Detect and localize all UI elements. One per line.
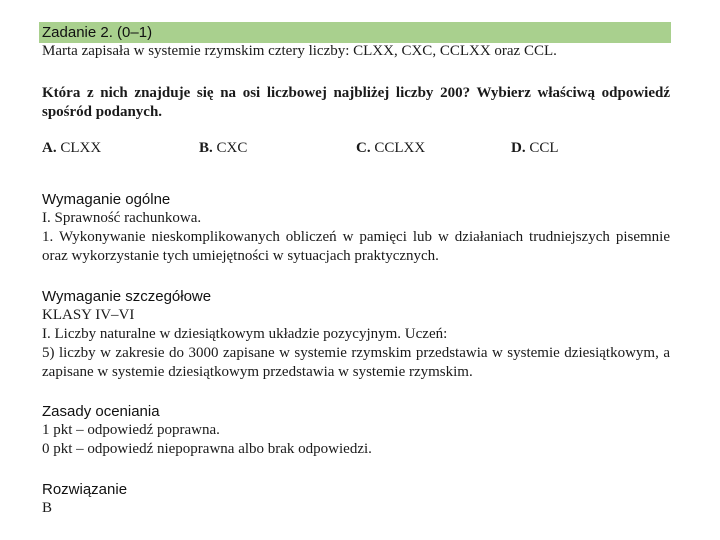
answer-letter: D.	[511, 140, 526, 156]
scoring-line-2: 0 pkt – odpowiedź niepoprawna albo brak odpowiedzi.	[42, 441, 372, 457]
general-requirement-line-1: I. Sprawność rachunkowa.	[42, 210, 202, 226]
answer-text: CLXX	[60, 140, 102, 156]
answer-text: CXC	[216, 140, 248, 156]
answer-option-b	[199, 139, 247, 158]
task-intro: Marta zapisała w systemie rzymskim cztery liczby: CLXX, CXC, CCLXX oraz CCL.	[42, 43, 557, 59]
scoring-heading: Zasady oceniania	[42, 403, 160, 420]
solution-answer: B	[42, 500, 53, 516]
answer-letter: B.	[199, 140, 213, 156]
task-question: Która z nich znajduje się na osi liczbowej najbliżej liczby 200? Wybierz właściwą odpowiedź spośród podanych.	[42, 85, 670, 120]
answer-text: CCL	[529, 140, 559, 156]
scoring-line-1: 1 pkt – odpowiedź poprawna.	[42, 422, 220, 438]
task-title: Zadanie 2. (0–1)	[39, 22, 671, 43]
answer-option-d	[511, 139, 559, 158]
detailed-requirement-heading: Wymaganie szczegółowe	[42, 288, 212, 305]
answer-text: CCLXX	[374, 140, 426, 156]
solution-heading: Rozwiązanie	[42, 481, 128, 498]
answer-letter: A.	[42, 140, 57, 156]
detailed-requirement-class: KLASY IV–VI	[42, 307, 135, 323]
answer-letter: C.	[356, 140, 371, 156]
general-requirement-heading: Wymaganie ogólne	[42, 191, 171, 208]
answer-option-a	[42, 139, 101, 158]
answer-option-c	[356, 139, 425, 158]
answer-options	[42, 139, 670, 158]
detailed-requirement-line-1: I. Liczby naturalne w dziesiątkowym układzie pozycyjnym. Uczeń:	[42, 326, 448, 342]
general-requirement-line-2: 1. Wykonywanie nieskomplikowanych obliczeń w pamięci lub w działaniach trudniejszych pisemnie oraz wykorzystanie tych umiejętności w sytuacjach praktycznych.	[42, 229, 670, 264]
detailed-requirement-line-2: 5) liczby w zakresie do 3000 zapisane w systemie rzymskim przedstawia w systemie dziesiątkowym, a zapisane w systemie dziesiątkowym przedstawia w systemie rzymskim.	[42, 345, 670, 380]
